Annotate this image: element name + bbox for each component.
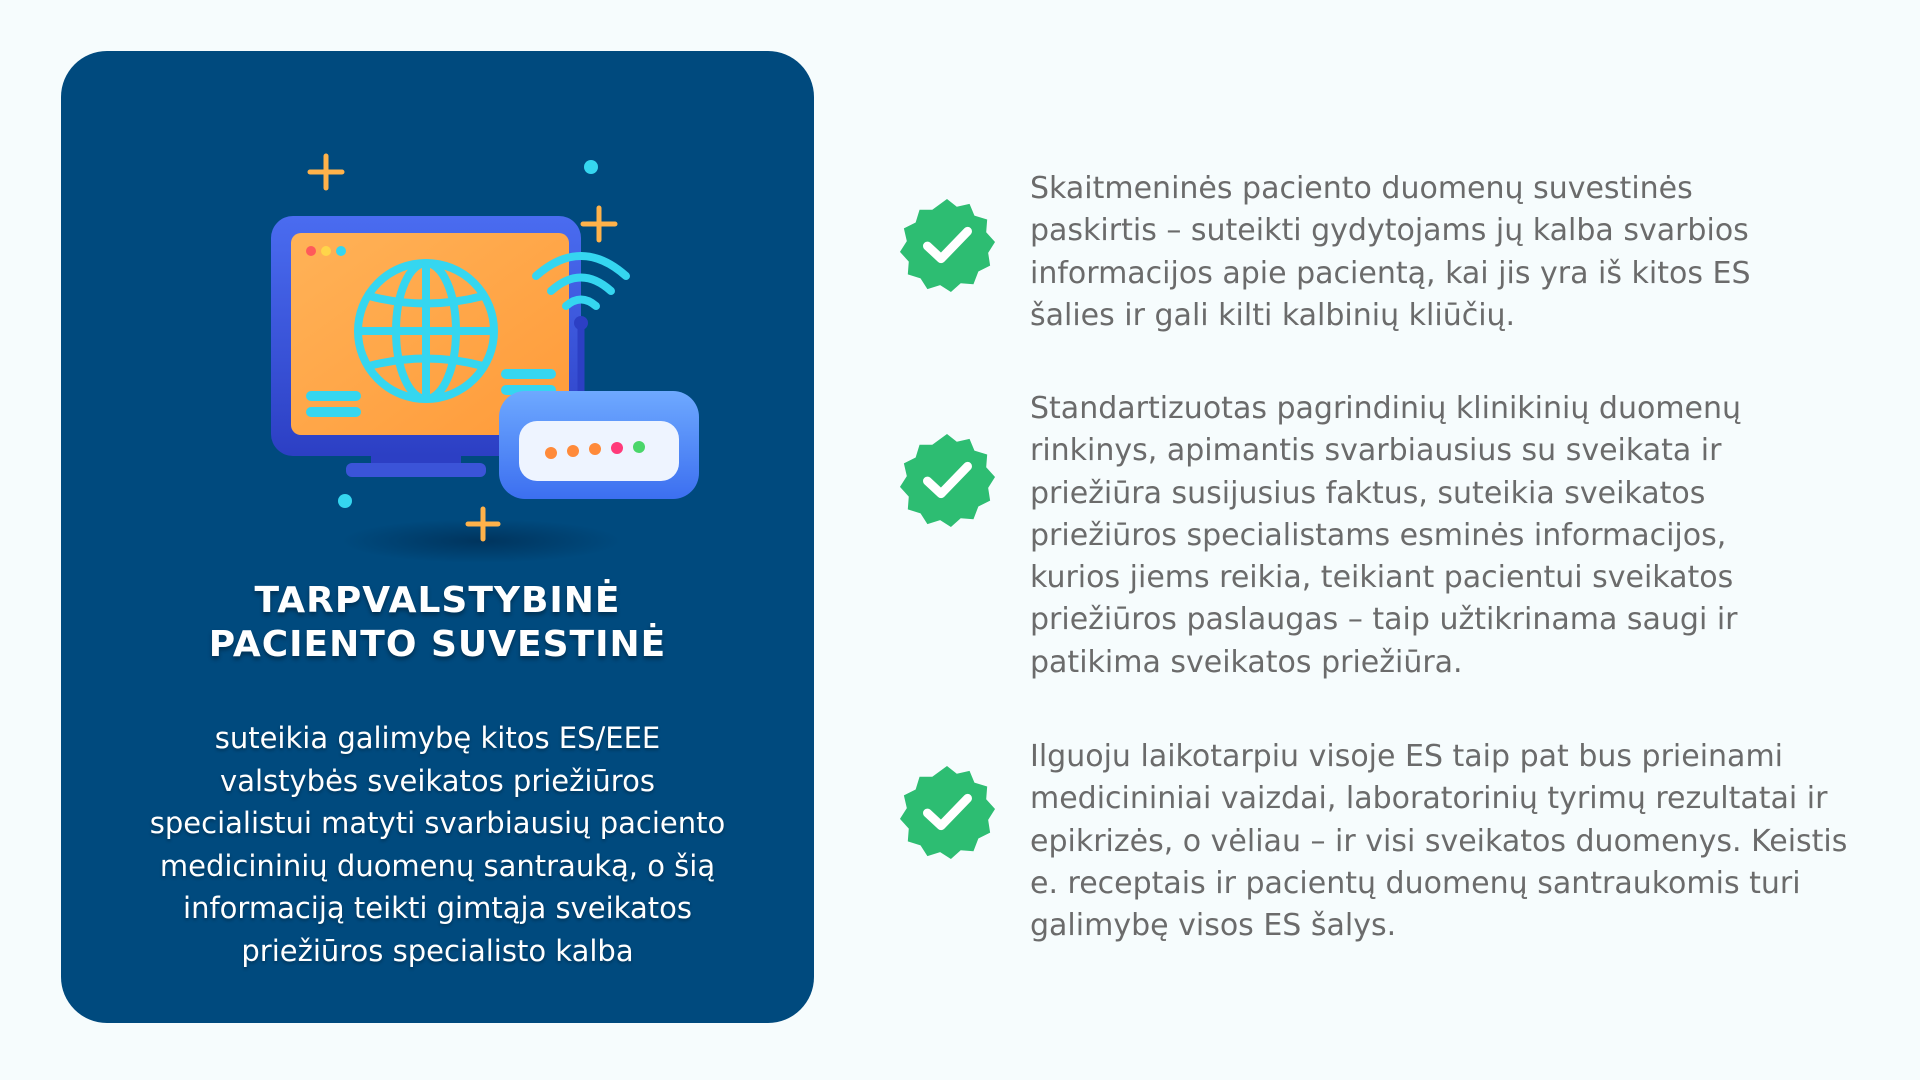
info-item-line: priežiūra susijusius faktus, suteikia sveikatos [1030, 475, 1706, 511]
info-item-line: patikima sveikatos priežiūra. [1030, 644, 1463, 680]
info-item-line: kurios jiems reikia, teikiant pacientui sveikatos [1030, 560, 1734, 596]
info-item-line: šalies ir gali kilti kalbinių kliūčių. [1030, 297, 1516, 333]
info-item-line: Ilguoju laikotarpiu visoje ES taip pat bus prieinami [1030, 739, 1784, 774]
card-title [61, 579, 814, 667]
info-item-line: rinkinys, apimantis svarbiausius su sveikata ir [1030, 433, 1722, 469]
check-badge-icon [898, 431, 996, 529]
card-title-line: TARPVALSTYBINĖ [254, 580, 621, 621]
check-badge-icon [898, 196, 996, 294]
computer-globe-router-illustration [231, 101, 731, 571]
info-item-line: galimybę visos ES šalys. [1030, 908, 1397, 944]
info-item-line: epikrizės, o vėliau – ir visi sveikatos duomenys. Keistis [1030, 823, 1848, 859]
check-badge-icon [898, 763, 996, 861]
info-item-text [1030, 168, 1910, 337]
info-item-line: e. receptais ir pacientų duomenų santraukomis turi [1030, 865, 1801, 901]
info-item [898, 168, 1908, 348]
info-item [898, 388, 1908, 688]
info-item-line: priežiūros paslaugas – taip užtikrinama saugi ir [1030, 602, 1738, 638]
card-description [101, 717, 774, 972]
card-title-line: PACIENTO SUVESTINĖ [208, 624, 667, 665]
info-item-line: Standartizuotas pagrindinių klinikinių duomenų [1030, 391, 1742, 426]
info-item-text [1030, 736, 1910, 947]
info-item-line: priežiūros specialistams esminės informacijos, [1030, 517, 1727, 553]
card-description-line: medicininių duomenų santrauką, o šią [159, 848, 716, 883]
info-item-line: Skaitmeninės paciento duomenų suvestinės [1030, 171, 1693, 206]
card-description-line: valstybės sveikatos priežiūros [220, 763, 655, 798]
card-description-line: suteikia galimybę kitos ES/EEE [214, 721, 661, 755]
info-item-line: paskirtis – suteikti gydytojams jų kalba svarbios [1030, 213, 1749, 249]
info-card [61, 51, 814, 1023]
info-item-line: medicininiai vaizdai, laboratorinių tyrimų rezultatai ir [1030, 781, 1828, 817]
info-item [898, 736, 1908, 956]
card-description-line: informaciją teikti gimtąja sveikatos [183, 891, 692, 925]
card-description-line: priežiūros specialisto kalba [241, 933, 634, 968]
info-item-text [1030, 388, 1910, 684]
info-item-line: informacijos apie pacientą, kai jis yra iš kitos ES [1030, 255, 1751, 291]
card-description-line: specialistui matyti svarbiausių paciento [149, 806, 726, 840]
